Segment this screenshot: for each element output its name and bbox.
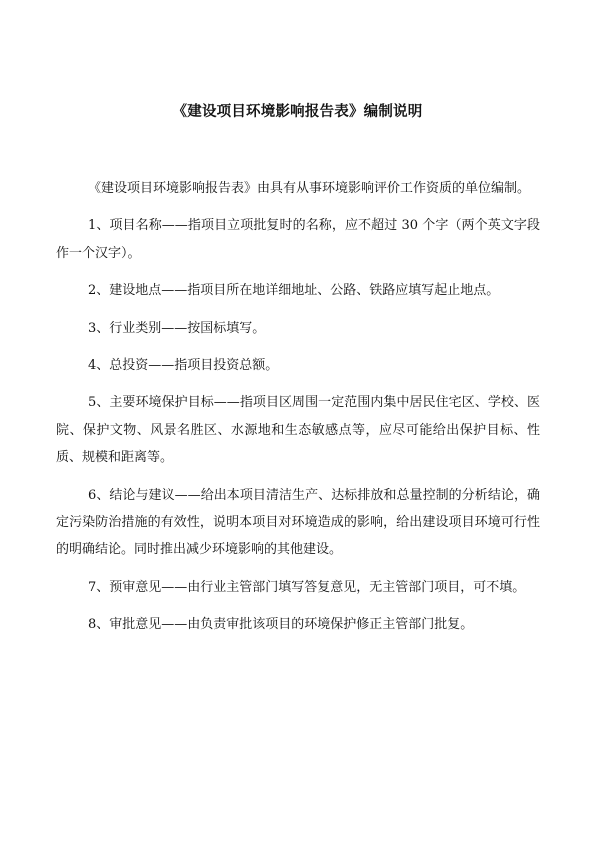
paragraph-item-1: 1、项目名称——指项目立项批复时的名称，应不超过 30 个字（两个英文字段作一个汉字）。 [56,218,540,261]
paragraph-item-4: 4、总投资——指项目投资总额。 [88,358,279,374]
paragraph-item-2: 2、建设地点——指项目所在地详细地址、公路、铁路应填写起止地点。 [88,283,500,299]
paragraph-item-5: 5、主要环境保护目标——指项目区周围一定范围内集中居民住宅区、学校、医院、保护文物、风景名胜区、水源地和生态敏感点等，应尽可能给出保护目标、性质、规模和距离等。 [56,395,540,466]
document-body [56,175,540,649]
paragraph-item-3: 3、行业类别——按国标填写。 [88,320,266,336]
paragraph-item-6: 6、结论与建议——给出本项目清洁生产、达标排放和总量控制的分析结论，确定污染防治措施的有效性，说明本项目对环境造成的影响，给出建设项目环境可行性的明确结论。同时推出减少环境影响的其他建设。 [56,487,540,558]
document-title: 《建设项目环境影响报告表》编制说明 [172,104,423,120]
paragraph-intro: 《建设项目环境影响报告表》由具有从事环境影响评价工作资质的单位编制。 [88,181,531,196]
paragraph-item-7: 7、预审意见——由行业主管部门填写答复意见，无主管部门项目，可不填。 [88,579,526,595]
paragraph-item-8: 8、审批意见——由负责审批该项目的环境保护修正主管部门批复。 [88,617,474,633]
